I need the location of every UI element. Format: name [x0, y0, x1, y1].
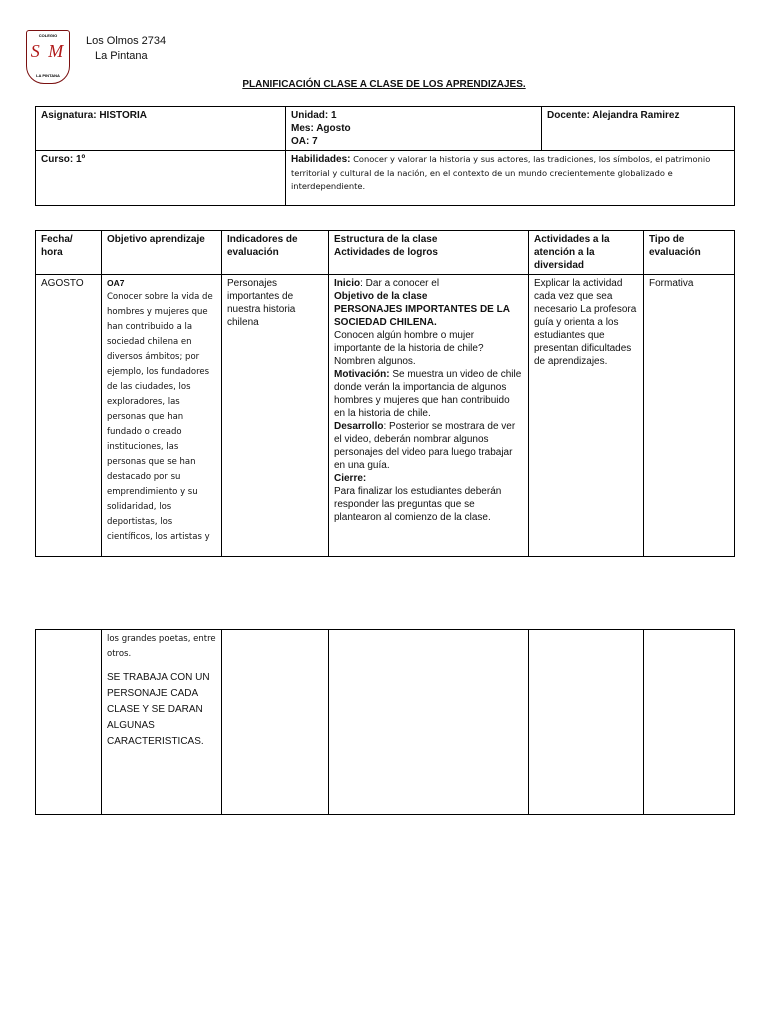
header-estructura-line1: Estructura de la clase	[334, 234, 438, 245]
continuation-atencion-cell	[529, 630, 644, 815]
asignatura-text: Asignatura: HISTORIA	[41, 110, 147, 121]
fecha-cell: AGOSTO	[36, 275, 102, 557]
logo-text-top: COLEGIO	[38, 33, 58, 38]
continuation-estructura-cell	[329, 630, 529, 815]
desarrollo-line	[334, 420, 523, 472]
logo-monogram: S M	[30, 41, 66, 61]
oa-description: Conocer sobre la vida de hombres y mujeres que han contribuido a la sociedad chilena en diversos ámbitos; por ejemplo, los fundadores de las ciudades, los exploradores, las personas que han fundado o creado instituciones, las personas que se han destacado por su emprendimiento y su solidaridad, los deportistas, los científicos, los artistas y	[107, 292, 213, 542]
conocen-text: Conocen algún hombre o mujer importante de la historia de chile? Nombren algunos.	[334, 330, 484, 367]
plan-table	[35, 230, 735, 557]
tipo-cell: Formativa	[644, 275, 735, 557]
continuation-tipo-cell	[644, 630, 735, 815]
header-estructura-line2: Actividades de logros	[334, 247, 438, 258]
habilidades-cell	[286, 151, 735, 206]
docente-text: Docente: Alejandra Ramirez	[547, 110, 680, 121]
continuation-oa-text: los grandes poetas, entre otros.	[107, 634, 216, 659]
inicio-label: Inicio	[334, 278, 361, 289]
indicadores-cell: Personajes importantes de nuestra historia chilena	[222, 275, 329, 557]
inicio-line	[334, 277, 523, 290]
motivacion-label: Motivación:	[334, 369, 390, 380]
continuation-objetivo-cell	[102, 630, 222, 815]
mes-text: Mes: Agosto	[291, 123, 351, 134]
atencion-cell: Explicar la actividad cada vez que sea necesario La profesora guía y orienta a los estudiantes que presentan dificultades de aprendizajes.	[529, 275, 644, 557]
asignatura-cell	[36, 107, 286, 151]
inicio-text: : Dar a conocer el	[360, 278, 440, 289]
cierre-text: Para finalizar los estudiantes deberán responder las preguntas que se plantearon al comienzo de la clase.	[334, 486, 502, 523]
motivacion-line	[334, 368, 523, 420]
estructura-cell	[329, 275, 529, 557]
address-line-1: Los Olmos 2734	[86, 35, 167, 47]
header-fecha: Fecha/ hora	[36, 231, 102, 275]
continuation-table	[35, 629, 735, 815]
oa-label: OA7	[107, 278, 125, 288]
info-table	[35, 106, 735, 206]
unidad-text: Unidad: 1	[291, 110, 337, 121]
objetivo-clase: Objetivo de la clase	[334, 291, 428, 302]
habilidades-label: Habilidades:	[291, 154, 351, 165]
header-atencion: Actividades a la atención a la diversidad	[529, 231, 644, 275]
header-tipo: Tipo de evaluación	[644, 231, 735, 275]
motivacion-text: Se muestra un video de chile donde verán la importancia de algunos hombres y mujeres que han contribuido en la historia de chile.	[334, 369, 522, 419]
curso-cell	[36, 151, 286, 206]
curso-text: Curso: 1º	[41, 154, 86, 165]
personajes-title: PERSONAJES IMPORTANTES DE LA SOCIEDAD CHILENA.	[334, 304, 510, 328]
address-line-2: La Pintana	[95, 50, 148, 62]
school-logo	[26, 30, 70, 84]
page-title: PLANIFICACIÓN CLASE A CLASE DE LOS APRENDIZAJES.	[242, 79, 526, 90]
habilidades-text: Conocer y valorar la historia y sus actores, las tradiciones, los símbolos, el patrimonio territorial y cultural de la nación, en el contexto de un mundo crecientemente globalizado e interdependiente.	[291, 154, 711, 191]
continuation-indicadores-cell	[222, 630, 329, 815]
header-estructura	[329, 231, 529, 275]
school-address	[86, 34, 166, 64]
oa-text: OA: 7	[291, 136, 318, 147]
desarrollo-text: : Posterior se mostrara de ver el video, deberán nombrar algunos personajes del video para luego trabajar en una guía.	[334, 421, 516, 471]
logo-text-bottom: LA PINTANA	[36, 73, 60, 78]
unidad-cell	[286, 107, 542, 151]
cierre-label: Cierre:	[334, 473, 367, 484]
header-objetivo: Objetivo aprendizaje	[102, 231, 222, 275]
docente-cell	[542, 107, 735, 151]
objetivo-cell	[102, 275, 222, 557]
desarrollo-label: Desarrollo	[334, 421, 384, 432]
continuation-fecha-cell	[36, 630, 102, 815]
continuation-note: SE TRABAJA CON UN PERSONAJE CADA CLASE Y SE DARAN ALGUNAS CARACTERISTICAS.	[107, 672, 210, 747]
header-indicadores: Indicadores de evaluación	[222, 231, 329, 275]
